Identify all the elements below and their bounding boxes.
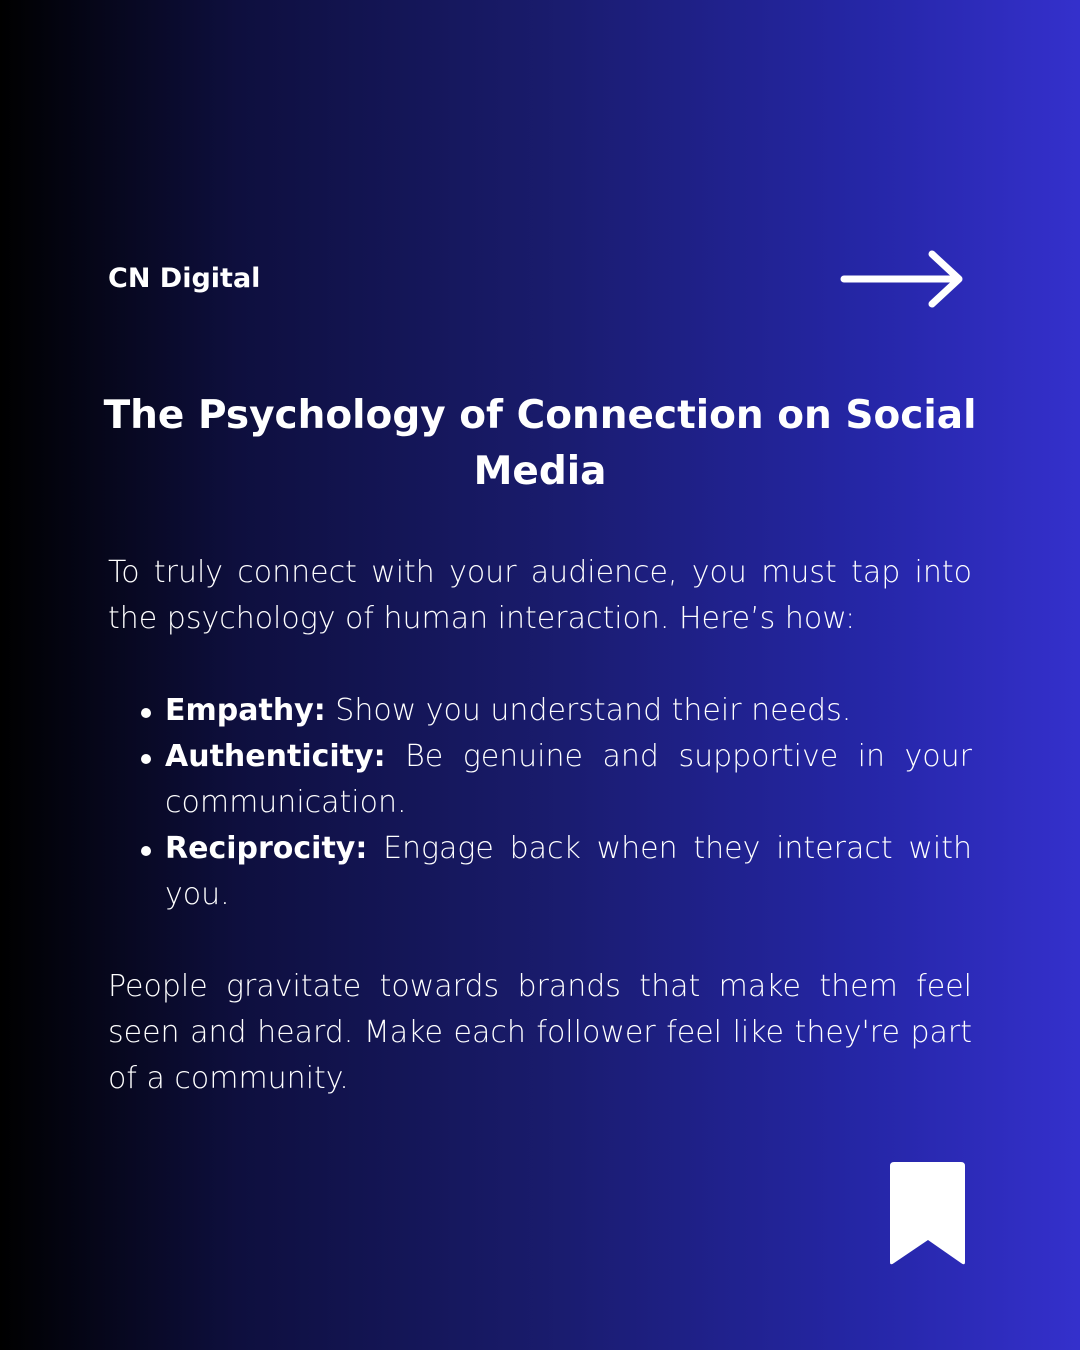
list-item-reciprocity	[165, 826, 972, 918]
page-title: The Psychology of Connection on Social Media	[103, 393, 977, 494]
key-points-list	[108, 688, 972, 918]
bookmark-icon[interactable]	[890, 1162, 965, 1266]
arrow-right-icon[interactable]	[838, 248, 968, 312]
closing-paragraph: People gravitate towards brands that make them feel seen and heard. Make each follower feel like they're part of a community.	[108, 969, 972, 1096]
point-term: Empathy:	[165, 693, 326, 728]
intro-paragraph: To truly connect with your audience, you must tap into the psychology of human interaction. Here’s how:	[108, 555, 972, 636]
brand-name: CN Digital	[108, 263, 261, 294]
point-term: Authenticity:	[165, 739, 386, 774]
point-text: Show you understand their needs.	[335, 693, 852, 728]
list-item-authenticity	[165, 734, 972, 826]
body-content	[108, 550, 972, 1102]
point-text: Engage back when they interact with you.	[165, 831, 972, 912]
list-item-empathy	[165, 688, 972, 734]
point-term: Reciprocity:	[165, 831, 368, 866]
point-text: Be genuine and supportive in your communication.	[165, 739, 972, 820]
